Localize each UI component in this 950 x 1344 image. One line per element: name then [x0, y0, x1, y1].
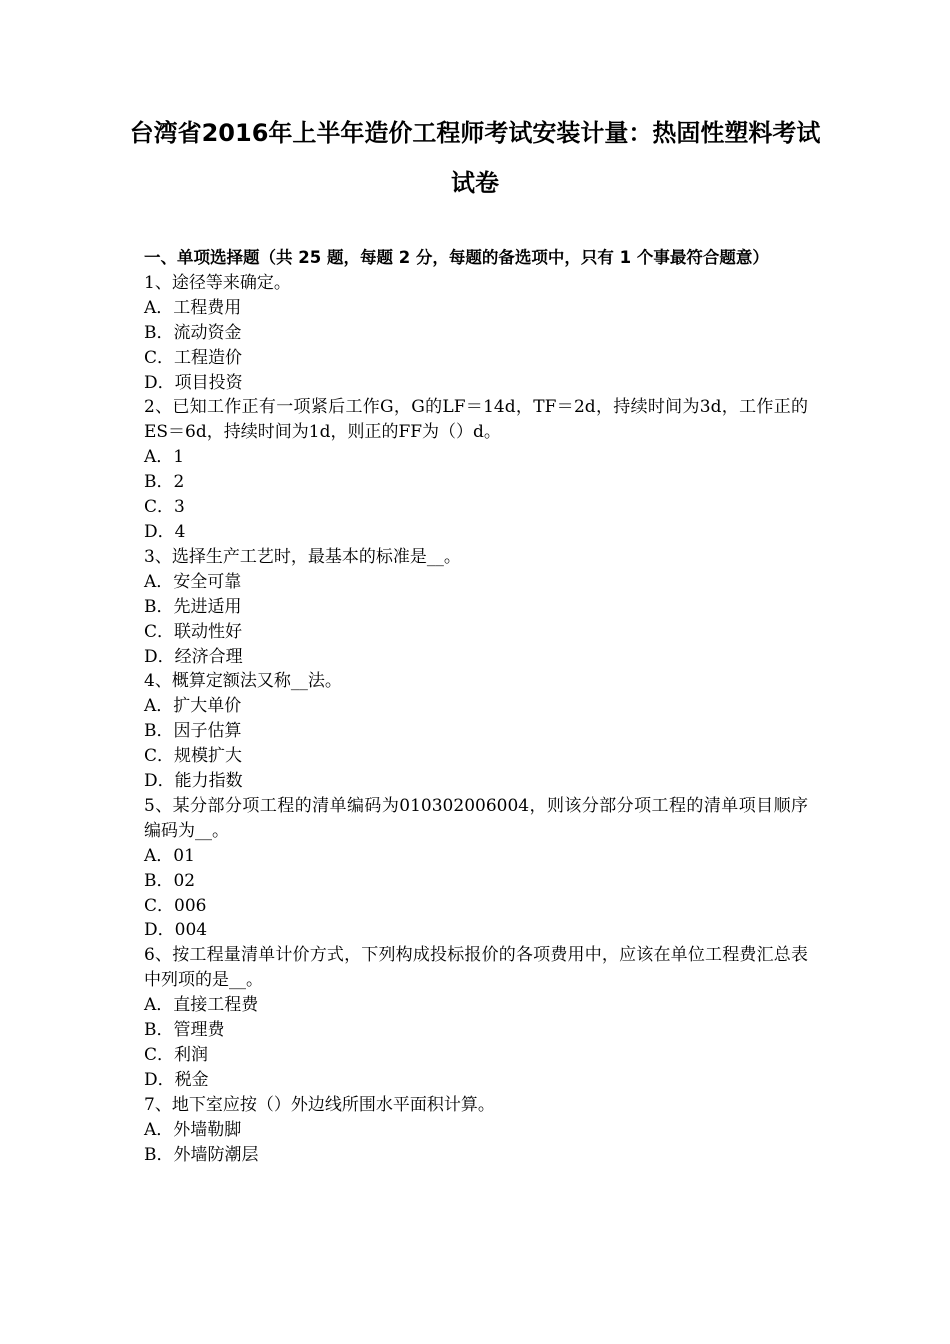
- option-a: A．安全可靠: [144, 571, 242, 592]
- option-c: C．利润: [144, 1045, 209, 1065]
- question-stem: 1、途径等来确定。: [144, 272, 291, 293]
- option-a: A．扩大单价: [144, 696, 242, 717]
- question-stem: 3、选择生产工艺时，最基本的标准是__。: [144, 546, 461, 567]
- option-a: A．工程费用: [144, 297, 242, 318]
- question-stem: 4、概算定额法又称__法。: [144, 671, 342, 692]
- question-stem: 2、已知工作正有一项紧后工作G，G的LF＝14d，TF＝2d，持续时间为3d，工作正的ES＝6d，持续时间为1d，则正的FF为（）d。: [144, 397, 808, 443]
- option-d: D．004: [144, 920, 208, 941]
- option-b: B．2: [144, 472, 185, 493]
- question-5: [144, 794, 808, 943]
- option-b: B．外墙防潮层: [144, 1144, 259, 1165]
- question-stem: 5、某分部分项工程的清单编码为010302006004，则该分部分项工程的清单项目顺序编码为__。: [144, 795, 808, 841]
- question-1: [144, 271, 808, 396]
- question-7: [144, 1093, 808, 1168]
- option-c: C．工程造价: [144, 347, 243, 368]
- option-a: A．01: [144, 845, 195, 866]
- question-3: [144, 545, 808, 670]
- option-c: C．规模扩大: [144, 746, 243, 767]
- question-2: [144, 395, 808, 544]
- option-b: B．管理费: [144, 1020, 225, 1041]
- option-b: B．流动资金: [144, 322, 242, 343]
- option-d: D．经济合理: [144, 646, 243, 667]
- document-title: 台湾省2016年上半年造价工程师考试安装计量：热固性塑料考试试卷: [129, 119, 821, 197]
- option-d: D．能力指数: [144, 771, 243, 792]
- option-b: B．02: [144, 870, 196, 891]
- question-6: [144, 943, 808, 1092]
- option-d: D．税金: [144, 1069, 209, 1090]
- option-a: A．1: [144, 447, 185, 468]
- document-body: [144, 246, 808, 1168]
- question-stem: 7、地下室应按（）外边线所围水平面积计算。: [144, 1094, 495, 1115]
- option-d: D．项目投资: [144, 372, 243, 393]
- question-stem: 6、按工程量清单计价方式，下列构成投标报价的各项费用中，应该在单位工程费汇总表中列项的是__。: [144, 945, 808, 991]
- option-a: A．直接工程费: [144, 995, 259, 1016]
- option-d: D．4: [144, 521, 186, 542]
- option-c: C．联动性好: [144, 621, 243, 642]
- option-a: A．外墙勒脚: [144, 1119, 242, 1140]
- question-4: [144, 669, 808, 794]
- option-c: C．006: [144, 895, 207, 916]
- option-b: B．因子估算: [144, 721, 242, 742]
- section-heading: 一、单项选择题（共 25 题，每题 2 分，每题的备选项中，只有 1 个事最符合题意）: [144, 248, 769, 267]
- option-c: C．3: [144, 497, 185, 518]
- option-b: B．先进适用: [144, 596, 242, 617]
